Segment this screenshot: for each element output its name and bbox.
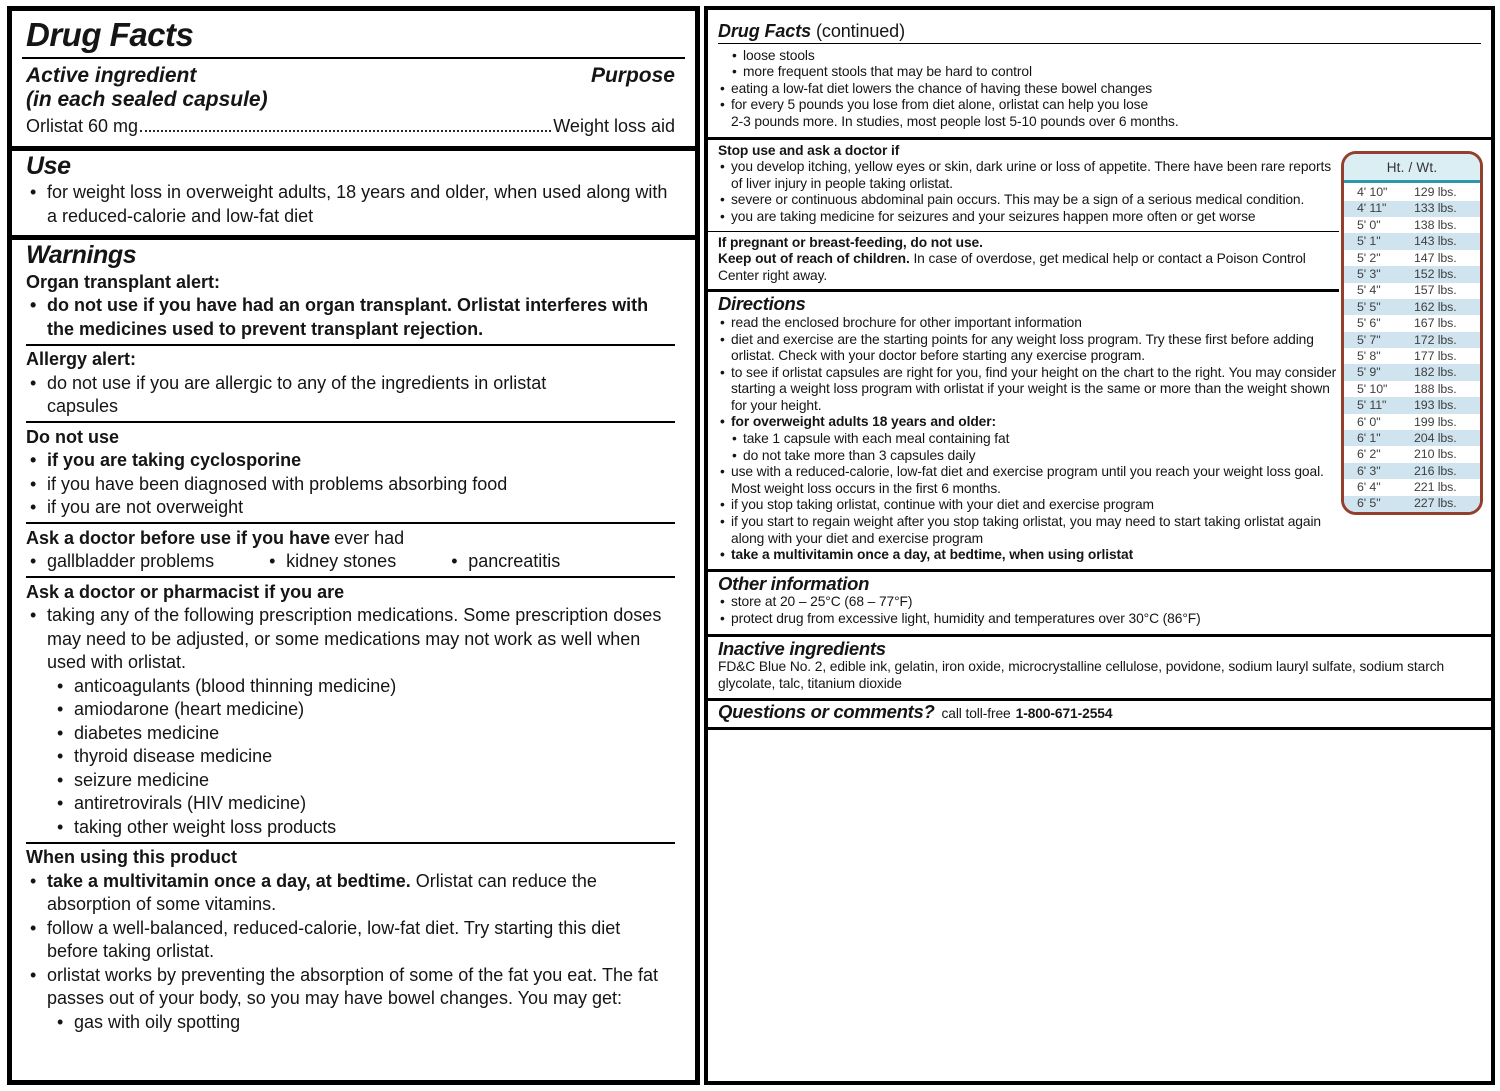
htwt-row (1344, 250, 1480, 266)
active-ingredient-subheading: (in each sealed capsule) (26, 88, 268, 111)
directions-bullet: • if you stop taking orlistat, continue with your diet and exercise program (718, 497, 1339, 514)
use-section (12, 146, 695, 236)
other-information-heading: Other information (718, 572, 870, 594)
inactive-ingredients-heading: Inactive ingredients (718, 637, 886, 659)
height-cell: 5' 10" (1357, 381, 1388, 396)
use-bullet: • for weight loss in overweight adults, 18 years and older, when used along with a reduced-calorie and low-fat diet (26, 181, 675, 228)
do-not-use-bullet: • if you have been diagnosed with problems absorbing food (26, 473, 675, 497)
htwt-row (1344, 496, 1480, 512)
height-cell: 6' 3" (1357, 463, 1381, 478)
directions-bullet: • if you start to regain weight after you stop taking orlistat, you may need to start taking orlistat again along with your diet and exercise program (718, 514, 1339, 547)
weight-cell: 199 lbs. (1414, 414, 1457, 429)
other-information-section (708, 572, 1491, 634)
directions-bullet: • use with a reduced-calorie, low-fat diet and exercise program until you reach your weight loss goal. Most weight loss occurs in the first 6 months. (718, 464, 1339, 497)
pregnancy-warning: If pregnant or breast-feeding, do not use. (718, 234, 983, 250)
height-cell: 5' 4" (1357, 283, 1381, 298)
when-using-sub-bullet: • gas with oily spotting (53, 1011, 675, 1035)
height-cell: 6' 0" (1357, 414, 1381, 429)
medication-item: • diabetes medicine (53, 722, 675, 746)
height-cell: 5' 8" (1357, 348, 1381, 363)
htwt-row (1344, 217, 1480, 233)
height-cell: 5' 6" (1357, 316, 1381, 331)
bowel-change-item: • more frequent stools that may be hard to control (730, 64, 1481, 81)
height-cell: 4' 11" (1357, 201, 1387, 216)
left-panel (7, 6, 700, 1085)
weight-cell: 221 lbs. (1414, 480, 1457, 495)
weight-cell: 133 lbs. (1414, 201, 1457, 216)
purpose-label: Purpose (590, 64, 675, 87)
height-cell: 5' 3" (1357, 267, 1381, 282)
divider (26, 344, 675, 346)
inactive-ingredients-section (708, 637, 1491, 699)
directions-bullet: • to see if orlistat capsules are right for you, find your height on the chart to the right. You may consider starting a weight loss program with orlistat if your weight is the same or more than the weight shown for your height. (718, 365, 1339, 415)
medication-item: • antiretrovirals (HIV medicine) (53, 792, 675, 816)
htwt-row (1344, 397, 1480, 413)
weight-cell: 157 lbs. (1414, 283, 1457, 298)
divider (26, 522, 675, 524)
continued-title-block (708, 10, 1491, 44)
height-weight-table-header: Ht. / Wt. (1344, 154, 1480, 184)
ingredient-row (26, 115, 675, 139)
questions-heading: Questions or comments? (718, 701, 935, 723)
divider (26, 421, 675, 423)
weight-cell: 227 lbs. (1414, 496, 1457, 511)
height-cell: 5' 11" (1357, 398, 1387, 413)
weight-cell: 188 lbs. (1414, 381, 1457, 396)
continued-title: Drug Facts (continued) (718, 21, 905, 41)
htwt-row (1344, 348, 1480, 364)
medication-item: • anticoagulants (blood thinning medicine) (53, 675, 675, 699)
ask-pharmacist-heading: Ask a doctor or pharmacist if you are (26, 581, 345, 602)
keep-out-of-reach-note: Keep out of reach of children. In case of overdose, get medical help or contact a Poison Control Center right away. (718, 251, 1306, 283)
medication-item: • thyroid disease medicine (53, 745, 675, 769)
inactive-ingredients-text: FD&C Blue No. 2, edible ink, gelatin, iron oxide, microcrystalline cellulose, povidone, sodium lauryl sulfate, sodium starch glycolate, talc, titanium dioxide (718, 659, 1445, 691)
weight-cell: 216 lbs. (1414, 463, 1457, 478)
weight-cell: 193 lbs. (1414, 398, 1457, 413)
list-item: • pancreatitis (447, 550, 560, 574)
intro-bullet: • for every 5 pounds you lose from diet alone, orlistat can help you lose (718, 97, 1481, 114)
divider (26, 576, 675, 578)
do-not-use-bullet: • if you are taking cyclosporine (26, 449, 675, 473)
when-using-bullet: • take a multivitamin once a day, at bedtime. Orlistat can reduce the absorption of some vitamins. (26, 870, 675, 917)
active-ingredient-section (12, 59, 695, 146)
do-not-use-heading: Do not use (26, 426, 119, 447)
stop-use-bullet: • severe or continuous abdominal pain occurs. This may be a sign of a serious medical condition. (718, 192, 1339, 209)
allergy-bullet: • do not use if you are allergic to any of the ingredients in orlistat capsules (26, 372, 607, 419)
htwt-table-rows (1344, 183, 1480, 512)
drug-facts-title: Drug Facts (26, 16, 194, 53)
warnings-section (12, 235, 695, 1041)
when-using-bullet: • follow a well-balanced, reduced-calorie, low-fat diet. Try starting this diet before taking orlistat. (26, 917, 675, 964)
list-item: • kidney stones (265, 550, 396, 574)
htwt-row (1344, 315, 1480, 331)
htwt-row (1344, 233, 1480, 249)
weight-cell: 210 lbs. (1414, 447, 1457, 462)
stop-use-bullet: • you develop itching, yellow eyes or skin, dark urine or loss of appetite. There have been rare reports of liver injury in people taking orlistat. (718, 159, 1339, 192)
ask-doctor-heading: Ask a doctor before use if you have ever had (26, 527, 405, 548)
list-item: • gallbladder problems (26, 550, 214, 574)
directions-bullet: • diet and exercise are the starting points for any weight loss program. Try these first before adding orlistat. Check with your doctor before starting any exercise program. (718, 332, 1339, 365)
htwt-row (1344, 283, 1480, 299)
allergy-alert-heading: Allergy alert: (26, 349, 137, 369)
directions-sub-bullet: • take 1 capsule with each meal containing fat (730, 431, 1339, 448)
organ-transplant-alert-heading: Organ transplant alert: (26, 271, 221, 292)
ask-doctor-bullets (26, 550, 675, 574)
height-cell: 5' 2" (1357, 250, 1381, 265)
weight-cell: 172 lbs. (1414, 332, 1457, 347)
htwt-row (1344, 266, 1480, 282)
weight-cell: 138 lbs. (1414, 217, 1457, 232)
htwt-row (1344, 381, 1480, 397)
do-not-use-bullet: • if you are not overweight (26, 496, 675, 520)
htwt-row (1344, 430, 1480, 446)
htwt-row (1344, 332, 1480, 348)
weight-cell: 162 lbs. (1414, 299, 1457, 314)
htwt-row (1344, 299, 1480, 315)
organ-transplant-bullet: • do not use if you have had an organ transplant. Orlistat interferes with the medicines used to prevent transplant rejection. (26, 294, 675, 341)
phone-number: 1-800-671-2554 (1015, 706, 1113, 722)
weight-cell: 143 lbs. (1414, 234, 1457, 249)
weight-cell: 177 lbs. (1414, 348, 1457, 363)
ingredient-name: Orlistat 60 mg (26, 116, 139, 136)
warnings-heading: Warnings (26, 241, 137, 269)
medication-item: • taking other weight loss products (53, 816, 675, 840)
htwt-row (1344, 201, 1480, 217)
height-cell: 5' 7" (1357, 332, 1381, 347)
height-cell: 6' 5" (1357, 496, 1381, 511)
height-cell: 6' 1" (1357, 430, 1381, 445)
bowel-change-item: • loose stools (730, 48, 1481, 65)
storage-bullet: • store at 20 – 25°C (68 – 77°F) (718, 594, 1481, 611)
right-panel (704, 6, 1495, 1085)
use-heading: Use (26, 151, 71, 180)
medication-item: • amiodarone (heart medicine) (53, 698, 675, 722)
directions-heading: Directions (718, 293, 806, 315)
directions-bullet: • read the enclosed brochure for other important information (718, 315, 1339, 332)
weight-cell: 204 lbs. (1414, 430, 1457, 445)
storage-bullet: • protect drug from excessive light, humidity and temperatures over 30°C (86°F) (718, 611, 1481, 628)
questions-section (708, 701, 1491, 727)
htwt-row (1344, 446, 1480, 462)
height-cell: 5' 0" (1357, 217, 1381, 232)
empty-area (708, 730, 1491, 1081)
when-using-heading: When using this product (26, 847, 237, 867)
height-cell: 6' 4" (1357, 480, 1381, 495)
intro-bullet-continuation: 2-3 pounds more. In studies, most people lost 5-10 pounds over 6 months. (731, 113, 1179, 129)
weight-cell: 182 lbs. (1414, 365, 1457, 380)
height-weight-table (1341, 151, 1483, 515)
weight-cell: 152 lbs. (1414, 267, 1457, 282)
intro-section (708, 44, 1491, 137)
htwt-row (1344, 463, 1480, 479)
directions-bullet: • for overweight adults 18 years and older: (718, 414, 1339, 431)
htwt-row (1344, 414, 1480, 430)
weight-cell: 147 lbs. (1414, 250, 1457, 265)
active-ingredient-heading: Active ingredient (26, 64, 197, 87)
height-cell: 4' 10" (1357, 185, 1388, 200)
height-cell: 5' 9" (1357, 365, 1381, 380)
height-cell: 5' 1" (1357, 234, 1381, 249)
stop-use-heading: Stop use and ask a doctor if (718, 142, 900, 158)
directions-bullet: • take a multivitamin once a day, at bedtime, when using orlistat (718, 547, 1339, 564)
ingredient-purpose: Weight loss aid (553, 116, 675, 136)
ask-pharmacist-bullet: • taking any of the following prescription medications. Some prescription doses may need to be adjusted, or some medications may not work as well when used with orlistat. (26, 604, 675, 675)
medication-item: • seizure medicine (53, 769, 675, 793)
weight-cell: 167 lbs. (1414, 316, 1457, 331)
height-cell: 6' 2" (1357, 447, 1381, 462)
intro-bullet: • eating a low-fat diet lowers the chance of having these bowel changes (718, 81, 1481, 98)
directions-sub-bullet: • do not take more than 3 capsules daily (730, 448, 1339, 465)
stop-use-bullet: • you are taking medicine for seizures and your seizures happen more often or get worse (718, 209, 1339, 226)
mid-zone (708, 140, 1491, 569)
divider (26, 842, 675, 844)
height-cell: 5' 5" (1357, 299, 1381, 314)
htwt-row (1344, 184, 1480, 200)
when-using-bullet: • orlistat works by preventing the absorption of some of the fat you eat. The fat passes out of your body, so you may have bowel changes. You may get: (26, 964, 675, 1011)
dotted-leader (140, 130, 551, 132)
weight-cell: 129 lbs. (1414, 185, 1457, 200)
questions-text: call toll-free (941, 706, 1011, 722)
htwt-row (1344, 364, 1480, 380)
htwt-row (1344, 479, 1480, 495)
